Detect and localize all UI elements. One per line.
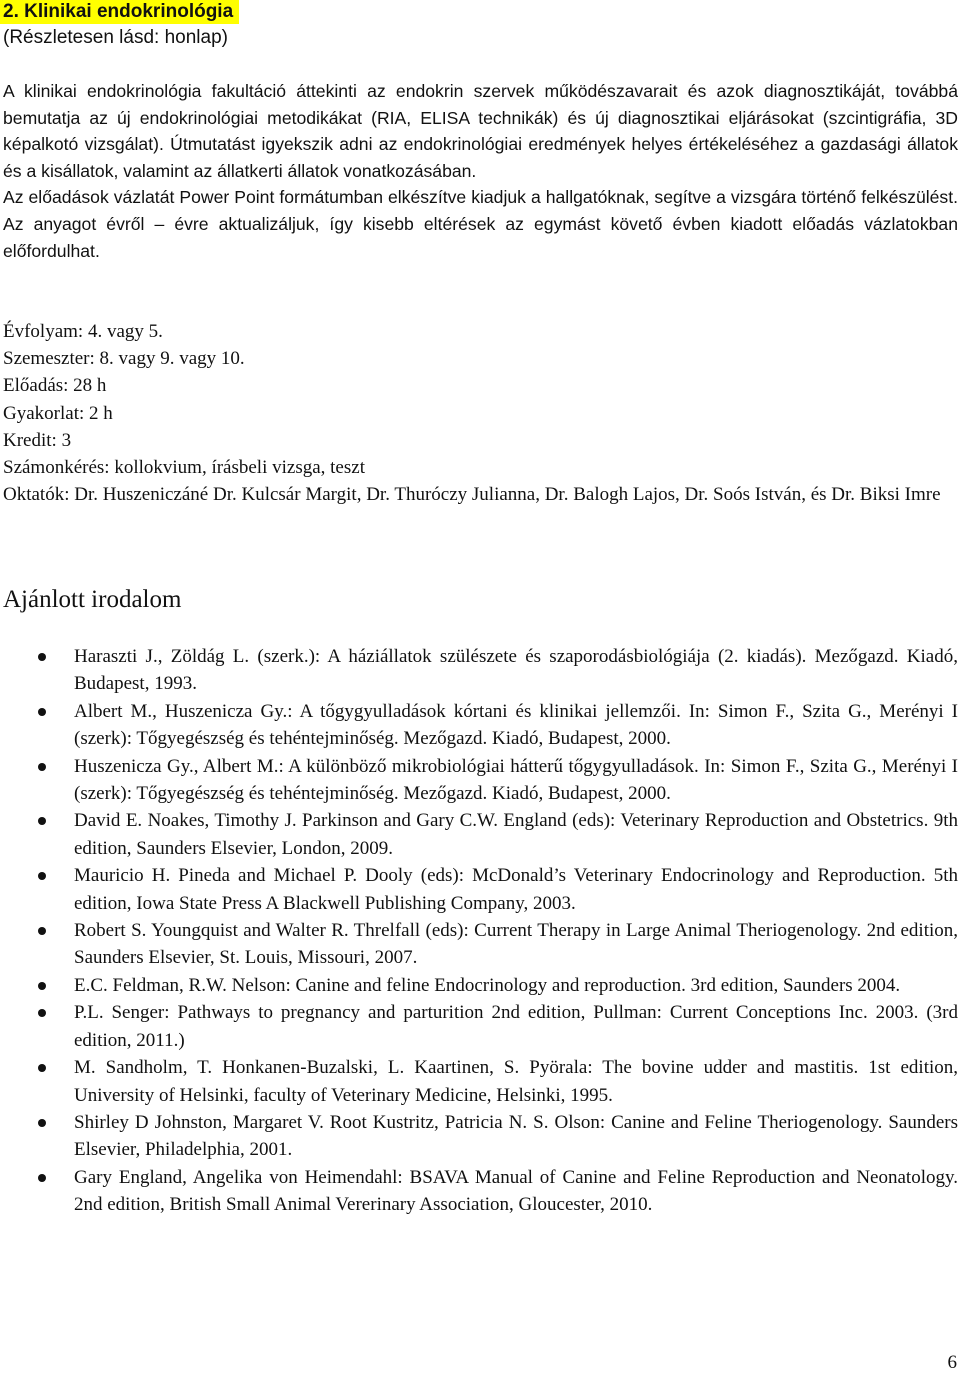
info-szemeszter: Szemeszter: 8. vagy 9. vagy 10. bbox=[3, 348, 245, 370]
info-eloadas: Előadás: 28 h bbox=[3, 375, 107, 397]
literature-item-text: Gary England, Angelika von Heimendahl: BSAVA Manual of Canine and Feline Reproduction and Neonatology. 2nd edition, British Small Animal Vererinary Association, Gloucester, 2010. bbox=[74, 1166, 958, 1216]
bullet-icon bbox=[38, 982, 46, 990]
bullet-icon bbox=[38, 708, 46, 716]
literature-item-text: Robert S. Youngquist and Walter R. Threlfall (eds): Current Therapy in Large Animal Theriogenology. 2nd edition, Saunders Elsevier, St. Louis, Missouri, 2007. bbox=[74, 920, 958, 969]
literature-item-text: Mauricio H. Pineda and Michael P. Dooly (eds): McDonald’s Veterinary Endocrinology and Reproduction. 5th edition, Iowa State Press A Blackwell Publishing Company, 2003. bbox=[74, 865, 958, 914]
bullet-icon bbox=[38, 817, 46, 825]
section-heading: 2. Klinikai endokrinológia bbox=[0, 0, 239, 24]
literature-item-text: Shirley D Johnston, Margaret V. Root Kustritz, Patricia N. S. Olson: Canine and Feline Theriogenology. Saunders Elsevier, Philadelphia, 2001. bbox=[74, 1111, 958, 1161]
literature-item bbox=[0, 1054, 960, 1109]
bullet-icon bbox=[38, 653, 46, 661]
bullet-icon bbox=[38, 872, 46, 880]
literature-list bbox=[0, 643, 960, 1219]
literature-item-text: David E. Noakes, Timothy J. Parkinson and Gary C.W. England (eds): Veterinary Reproduction and Obstetrics. 9th edition, Saunders Elsevier, London, 2009. bbox=[74, 810, 958, 859]
literature-item bbox=[0, 1164, 960, 1219]
literature-item bbox=[0, 999, 960, 1054]
literature-title: Ajánlott irodalom bbox=[3, 586, 182, 613]
info-oktatok: Oktatók: Dr. Huszeniczáné Dr. Kulcsár Margit, Dr. Thuróczy Julianna, Dr. Balogh Lajos, Dr. Soós István, és Dr. Biksi Imre bbox=[3, 484, 941, 506]
info-szamonkeres: Számonkérés: kollokvium, írásbeli vizsga, teszt bbox=[3, 457, 365, 479]
literature-item-text: Albert M., Huszenicza Gy.: A tőgygyulladások kórtani és klinikai jellemzői. In: Simon F., Szita G., Merényi I (szerk): Tőgyegészség és tehéntejminőség. Mezőgazd. Kiadó, Budapest, 2000. bbox=[74, 700, 958, 750]
bullet-icon bbox=[38, 1119, 46, 1127]
literature-item bbox=[0, 972, 960, 999]
page-number: 6 bbox=[947, 1352, 957, 1373]
intro-paragraph-1: A klinikai endokrinológia fakultáció áttekinti az endokrin szervek működészavarait és azok diagnosztikáját, továbbá bemutatja az új endokrinológiai metodikákat (RIA, ELISA technikák) és új diagnosztikai eljárásokat (szcintigráfia, 3D képalkotó vizsgálat). Útmutatást igyekszik adni az endokrinológiai eredmények helyes értékeléséhez a gazdasági állatok és a kisállatok, valamint az állatkerti állatok vonatkozásában. bbox=[3, 81, 958, 181]
literature-item bbox=[0, 917, 960, 972]
literature-item bbox=[0, 1109, 960, 1164]
bullet-icon bbox=[38, 763, 46, 771]
intro-paragraph-2: Az előadások vázlatát Power Point formátumban elkészítve kiadjuk a hallgatóknak, segítve a vizsgára történő felkészülést. Az anyagot évről – évre aktualizáljuk, így kisebb eltérések az egymást követő évben kiadott előadás vázlatokban előfordulhat. bbox=[3, 187, 958, 261]
info-gyakorlat: Gyakorlat: 2 h bbox=[3, 402, 113, 424]
section-subheading: (Részletesen lásd: honlap) bbox=[3, 27, 228, 48]
course-info bbox=[3, 318, 958, 508]
bullet-icon bbox=[38, 1009, 46, 1017]
literature-item bbox=[0, 643, 960, 698]
literature-item-text: Huszenicza Gy., Albert M.: A különböző mikrobiológiai hátterű tőgygyulladások. In: Simon F., Szita G., Merényi I (szerk): Tőgyegészség és tehéntejminőség. Mezőgazd. Kiadó, Budapest, 2000. bbox=[74, 755, 958, 805]
literature-item bbox=[0, 862, 960, 917]
bullet-icon bbox=[38, 1174, 46, 1182]
bullet-icon bbox=[38, 1064, 46, 1072]
intro-text bbox=[3, 78, 958, 264]
literature-item-text: Haraszti J., Zöldág L. (szerk.): A háziállatok szülészete és szaporodásbiológiája (2. kiadás). Mezőgazd. Kiadó, Budapest, 1993. bbox=[74, 646, 958, 695]
literature-item bbox=[0, 698, 960, 753]
bullet-icon bbox=[38, 927, 46, 935]
info-kredit: Kredit: 3 bbox=[3, 429, 72, 451]
literature-item-text: E.C. Feldman, R.W. Nelson: Canine and feline Endocrinology and reproduction. 3rd edition, Saunders 2004. bbox=[74, 974, 901, 996]
literature-item-text: M. Sandholm, T. Honkanen-Buzalski, L. Kaartinen, S. Pyörala: The bovine udder and mastitis. 1st edition, University of Helsinki, faculty of Veterinary Medicine, Helsinki, 1995. bbox=[74, 1057, 958, 1106]
info-evfolyam: Évfolyam: 4. vagy 5. bbox=[3, 321, 163, 342]
literature-item bbox=[0, 753, 960, 808]
literature-item bbox=[0, 807, 960, 862]
literature-item-text: P.L. Senger: Pathways to pregnancy and parturition 2nd edition, Pullman: Current Conceptions Inc. 2003. (3rd edition, 2011.) bbox=[74, 1002, 958, 1051]
